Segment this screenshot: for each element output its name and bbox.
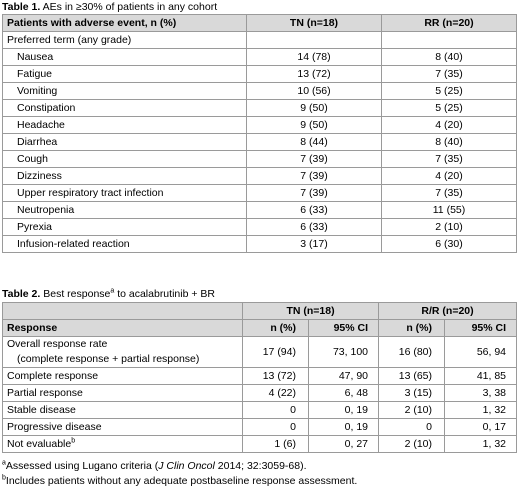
table1-header-rr: RR (n=20)	[382, 15, 517, 32]
ae-term: Dizziness	[3, 168, 247, 185]
overall-response-line2: (complete response + partial response)	[17, 353, 200, 365]
response-tn-n: 1 (6)	[243, 436, 309, 453]
table-row	[3, 419, 517, 436]
ae-term: Cough	[3, 151, 247, 168]
ae-rr-value: 6 (30)	[382, 236, 517, 253]
ae-rr-value: 4 (20)	[382, 168, 517, 185]
response-tn-ci: 6, 48	[309, 385, 379, 402]
ae-tn-value: 14 (78)	[247, 49, 382, 66]
response-rr-ci: 1, 32	[445, 402, 517, 419]
ae-term: Pyrexia	[3, 219, 247, 236]
not-evaluable-sup: b	[71, 437, 76, 444]
ae-rr-value: 8 (40)	[382, 134, 517, 151]
table2-group-rr: R/R (n=20)	[379, 303, 517, 320]
ae-term: Nausea	[3, 49, 247, 66]
table-row	[3, 402, 517, 419]
response-tn-ci: 0, 19	[309, 402, 379, 419]
table2-header-tn-n: n (%)	[243, 320, 309, 337]
response-rr-ci: 0, 17	[445, 419, 517, 436]
table-row	[3, 100, 517, 117]
response-rr-n: 2 (10)	[379, 436, 445, 453]
table1-header-tn: TN (n=18)	[247, 15, 382, 32]
table2-overall-row	[3, 337, 517, 368]
overall-response-line1: Overall response rate	[7, 338, 108, 350]
response-label: Stable disease	[3, 402, 243, 419]
ae-tn-value: 8 (44)	[247, 134, 382, 151]
ae-rr-value: 2 (10)	[382, 219, 517, 236]
ae-rr-value: 11 (55)	[382, 202, 517, 219]
ae-rr-value: 7 (35)	[382, 66, 517, 83]
not-evaluable-label: Not evaluable$^b$	[3, 436, 243, 453]
table-row	[3, 202, 517, 219]
response-rr-n: 2 (10)	[379, 402, 445, 419]
overall-rr-ci: 56, 94	[445, 337, 517, 368]
table-row	[3, 49, 517, 66]
ae-tn-value: 7 (39)	[247, 185, 382, 202]
table2-header-rr-n: n (%)	[379, 320, 445, 337]
ae-tn-value: 9 (50)	[247, 100, 382, 117]
table1-header-col1: Patients with adverse event, n (%)	[3, 15, 247, 32]
table1-caption-text: AEs in ≥30% of patients in any cohort	[40, 1, 218, 13]
table2-group-header-row	[3, 303, 517, 320]
ae-tn-value: 9 (50)	[247, 117, 382, 134]
footnote-b: $^b$Includes patients without any adequate postbaseline response assessment.	[2, 474, 358, 487]
response-rr-ci: 41, 85	[445, 368, 517, 385]
table-row	[3, 385, 517, 402]
response-tn-n: 0	[243, 419, 309, 436]
table2-caption-sup: a	[110, 287, 115, 295]
ae-term: Fatigue	[3, 66, 247, 83]
response-tn-ci: 0, 19	[309, 419, 379, 436]
ae-term: Infusion-related reaction	[3, 236, 247, 253]
best-response-table	[2, 302, 517, 453]
ae-rr-value: 8 (40)	[382, 49, 517, 66]
ae-tn-value: 6 (33)	[247, 202, 382, 219]
table1-caption	[2, 1, 217, 14]
table2-caption	[2, 288, 215, 301]
ae-rr-value: 5 (25)	[382, 100, 517, 117]
table1-header-row	[3, 15, 517, 32]
ae-term: Vomiting	[3, 83, 247, 100]
table-row	[3, 436, 517, 453]
response-tn-n: 13 (72)	[243, 368, 309, 385]
table1-caption-label: Table 1.	[2, 1, 41, 13]
table-row	[3, 219, 517, 236]
response-tn-ci: 0, 27	[309, 436, 379, 453]
table-row	[3, 83, 517, 100]
table2-caption-pre: Best response	[40, 288, 111, 300]
response-label: Complete response	[3, 368, 243, 385]
ae-rr-value: 5 (25)	[382, 83, 517, 100]
overall-tn-n: 17 (94)	[243, 337, 309, 368]
table2-group-tn: TN (n=18)	[243, 303, 379, 320]
response-tn-n: 4 (22)	[243, 385, 309, 402]
response-rr-n: 13 (65)	[379, 368, 445, 385]
overall-rr-n: 16 (80)	[379, 337, 445, 368]
ae-term: Headache	[3, 117, 247, 134]
table-row	[3, 168, 517, 185]
table-row	[3, 117, 517, 134]
table-row	[3, 66, 517, 83]
response-rr-n: 0	[379, 419, 445, 436]
overall-response-label	[3, 337, 243, 368]
response-label: Progressive disease	[3, 419, 243, 436]
response-rr-ci: 3, 38	[445, 385, 517, 402]
ae-rr-value: 7 (35)	[382, 185, 517, 202]
ae-tn-value: 6 (33)	[247, 219, 382, 236]
ae-tn-value: 13 (72)	[247, 66, 382, 83]
ae-rr-value: 7 (35)	[382, 151, 517, 168]
table-row	[3, 236, 517, 253]
ae-rr-value: 4 (20)	[382, 117, 517, 134]
table-row	[3, 185, 517, 202]
footnote-journal: J Clin Oncol	[158, 460, 215, 472]
response-tn-n: 0	[243, 402, 309, 419]
ae-term: Constipation	[3, 100, 247, 117]
response-label: Partial response	[3, 385, 243, 402]
table-row	[3, 134, 517, 151]
ae-tn-value: 7 (39)	[247, 168, 382, 185]
ae-term: Diarrhea	[3, 134, 247, 151]
table2-sub-header-row	[3, 320, 517, 337]
table-row	[3, 368, 517, 385]
table-row	[3, 151, 517, 168]
ae-term: Upper respiratory tract infection	[3, 185, 247, 202]
response-rr-ci: 1, 32	[445, 436, 517, 453]
table2-caption-label: Table 2.	[2, 288, 41, 300]
table2-header-tn-ci: 95% CI	[309, 320, 379, 337]
table2-caption-post: to acalabrutinib + BR	[114, 288, 215, 300]
table2-header-rr-ci: 95% CI	[445, 320, 517, 337]
ae-tn-value: 3 (17)	[247, 236, 382, 253]
table1-section-row	[3, 32, 517, 49]
footnote-a: $^a$Assessed using Lugano criteria (J Clin Oncol 2014; 32:3059-68).	[2, 459, 307, 472]
response-rr-n: 3 (15)	[379, 385, 445, 402]
table2-header-response: Response	[3, 320, 243, 337]
adverse-events-table	[2, 14, 517, 253]
response-tn-ci: 47, 90	[309, 368, 379, 385]
ae-tn-value: 7 (39)	[247, 151, 382, 168]
ae-tn-value: 10 (56)	[247, 83, 382, 100]
table1-section-label: Preferred term (any grade)	[3, 32, 247, 49]
overall-tn-ci: 73, 100	[309, 337, 379, 368]
ae-term: Neutropenia	[3, 202, 247, 219]
